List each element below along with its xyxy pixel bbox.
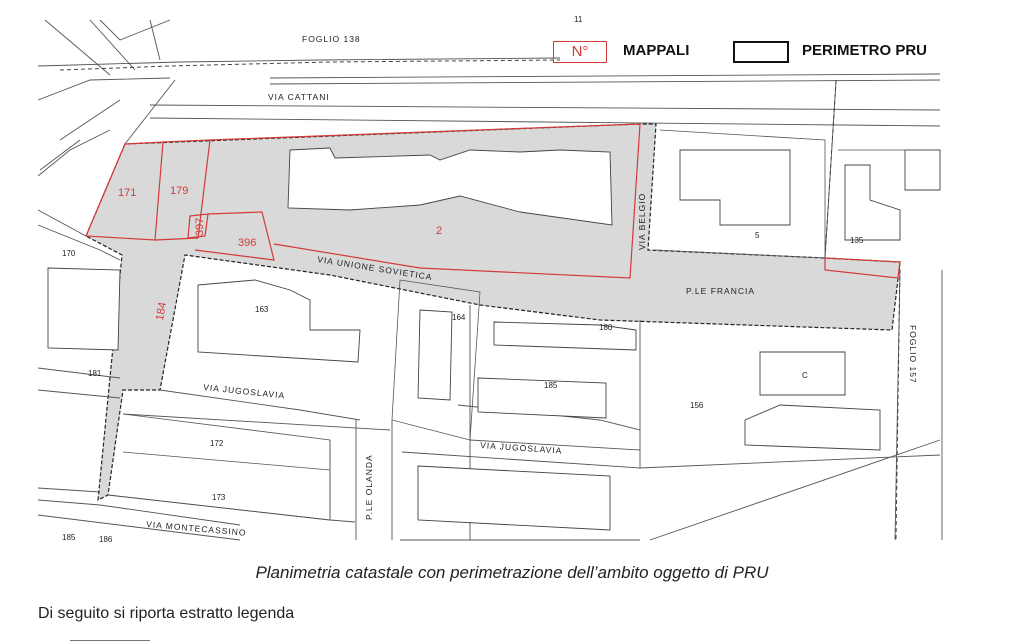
parcel-185-south: 185 bbox=[62, 533, 76, 542]
street-ple-francia: P.LE FRANCIA bbox=[686, 286, 756, 296]
perimetro-legend-label: PERIMETRO PRU bbox=[802, 42, 928, 59]
map-caption: Planimetria catastale con perimetrazione dell’ambito oggetto di PRU bbox=[255, 563, 769, 582]
mappali-legend-symbol: N° bbox=[571, 43, 589, 60]
parcel-186: 186 bbox=[99, 535, 113, 544]
parcel-5: 5 bbox=[755, 231, 760, 240]
parcel-170: 170 bbox=[62, 249, 76, 258]
street-via-jugoslavia-center: VIA JUGOSLAVIA bbox=[479, 440, 563, 456]
foglio-138-label: FOGLIO 138 bbox=[302, 34, 361, 44]
corner-mark: 11 bbox=[574, 15, 583, 24]
building-156 bbox=[745, 405, 880, 450]
building-170 bbox=[48, 268, 120, 350]
mappale-179: 179 bbox=[170, 185, 189, 197]
foglio-157-label: FOGLIO 157 bbox=[908, 325, 918, 384]
building-164 bbox=[418, 310, 452, 400]
building-south bbox=[418, 466, 610, 530]
mappale-396: 396 bbox=[238, 237, 257, 249]
building-185 bbox=[478, 378, 606, 418]
mappali-legend-swatch bbox=[553, 41, 607, 63]
building-135 bbox=[845, 165, 900, 240]
parcel-c: C bbox=[802, 371, 808, 380]
street-via-jugoslavia-left: VIA JUGOSLAVIA bbox=[202, 382, 286, 401]
street-ple-olanda: P.LE OLANDA bbox=[364, 454, 374, 520]
parcel-164: 164 bbox=[452, 313, 466, 322]
building-180 bbox=[494, 322, 636, 350]
perimetro-legend-swatch bbox=[733, 41, 789, 63]
parcel-172: 172 bbox=[210, 439, 224, 448]
parcel-156: 156 bbox=[690, 401, 704, 410]
parcel-135: 135 bbox=[850, 236, 864, 245]
street-via-belgio: VIA BELGIO bbox=[637, 192, 647, 250]
mappale-184: 184 bbox=[154, 301, 170, 322]
parcel-180: 180 bbox=[599, 323, 613, 332]
mappale-397: 397 bbox=[194, 217, 206, 236]
street-via-montecassino: VIA MONTECASSINO bbox=[145, 519, 247, 538]
intro-text: Di seguito si riporta estratto legenda bbox=[38, 605, 295, 622]
street-via-unione-sovietica: VIA UNIONE SOVIETICA bbox=[316, 254, 434, 283]
building-5 bbox=[680, 150, 790, 225]
mappale-171: 171 bbox=[118, 187, 137, 199]
street-via-cattani: VIA CATTANI bbox=[268, 92, 330, 102]
building-163 bbox=[198, 280, 360, 362]
mappale-2: 2 bbox=[436, 225, 443, 237]
parcel-163: 163 bbox=[255, 305, 269, 314]
mappali-legend-label: MAPPALI bbox=[623, 42, 690, 59]
legend-extract-rule bbox=[70, 640, 150, 641]
parcel-173: 173 bbox=[212, 493, 226, 502]
parcel-181: 181 bbox=[88, 369, 102, 378]
parcel-185-block: 185 bbox=[544, 381, 558, 390]
building-corner bbox=[905, 150, 940, 190]
